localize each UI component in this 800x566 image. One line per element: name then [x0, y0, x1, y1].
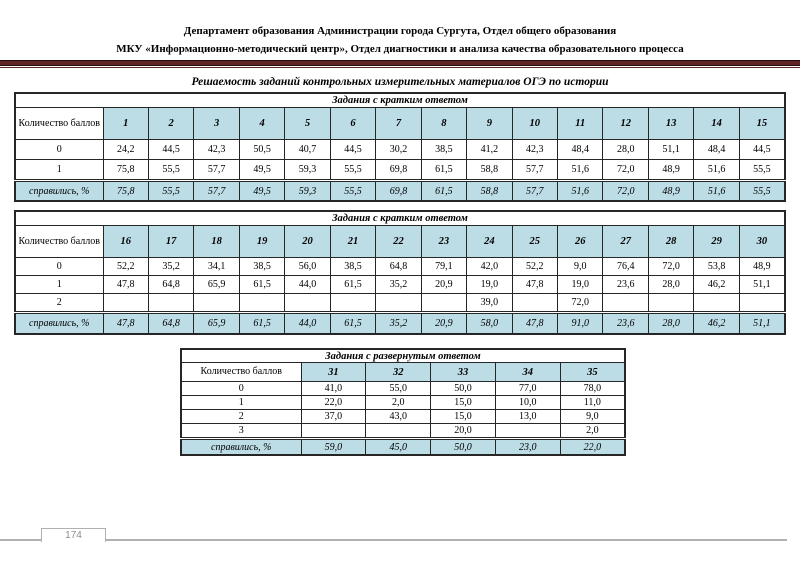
score-value-cell: 41,0 — [301, 382, 366, 396]
task-number-header: 19 — [239, 226, 284, 258]
task-number-header: 25 — [512, 226, 557, 258]
score-value-cell: 57,7 — [194, 160, 239, 181]
score-value-cell: 28,0 — [603, 140, 648, 160]
task-number-header: 26 — [558, 226, 603, 258]
score-value-cell: 55,5 — [739, 160, 785, 181]
score-value-cell: 57,7 — [512, 160, 557, 181]
task-number-header: 24 — [467, 226, 512, 258]
score-value-cell — [694, 294, 739, 313]
score-value-cell: 79,1 — [421, 258, 466, 276]
summary-value-cell: 49,5 — [239, 181, 284, 202]
summary-value-cell: 23,0 — [495, 439, 560, 456]
task-number-header: 15 — [739, 108, 785, 140]
summary-label: справились, % — [181, 439, 301, 456]
summary-row — [15, 313, 785, 335]
extended-answer-table-31-35 — [180, 348, 626, 456]
score-value-cell: 47,8 — [103, 276, 148, 294]
accent-rule-thin-bar — [0, 67, 800, 68]
score-value-cell: 44,0 — [285, 276, 330, 294]
accent-rule-thick-bar — [0, 60, 800, 66]
task-number-header: 31 — [301, 363, 366, 382]
task-number-header: 17 — [148, 226, 193, 258]
score-row-label: 2 — [181, 410, 301, 424]
score-value-cell: 23,6 — [603, 276, 648, 294]
score-value-cell: 20,9 — [421, 276, 466, 294]
score-row — [15, 276, 785, 294]
task-number-header: 35 — [560, 363, 625, 382]
score-value-cell: 38,5 — [421, 140, 466, 160]
score-value-cell: 44,5 — [739, 140, 785, 160]
score-row-label: 1 — [181, 396, 301, 410]
score-value-cell: 15,0 — [431, 410, 496, 424]
score-value-cell: 9,0 — [560, 410, 625, 424]
score-count-label: Количество баллов — [15, 108, 103, 140]
task-number-header: 13 — [648, 108, 693, 140]
score-value-cell: 42,0 — [467, 258, 512, 276]
document-header — [0, 22, 800, 58]
score-row — [181, 396, 625, 410]
summary-value-cell: 51,1 — [739, 313, 785, 335]
score-value-cell: 56,0 — [285, 258, 330, 276]
score-value-cell: 42,3 — [512, 140, 557, 160]
summary-value-cell: 51,6 — [694, 181, 739, 202]
score-value-cell: 48,9 — [648, 160, 693, 181]
summary-value-cell: 75,8 — [103, 181, 148, 202]
score-value-cell: 48,9 — [739, 258, 785, 276]
summary-value-cell: 28,0 — [648, 313, 693, 335]
score-value-cell: 64,8 — [148, 276, 193, 294]
task-number-header: 8 — [421, 108, 466, 140]
score-value-cell: 19,0 — [558, 276, 603, 294]
score-value-cell: 61,5 — [330, 276, 375, 294]
score-value-cell: 40,7 — [285, 140, 330, 160]
section-title: Задания с кратким ответом — [15, 211, 785, 226]
score-value-cell: 59,3 — [285, 160, 330, 181]
task-number-header: 34 — [495, 363, 560, 382]
score-value-cell: 11,0 — [560, 396, 625, 410]
summary-value-cell: 48,9 — [648, 181, 693, 202]
score-value-cell: 44,5 — [148, 140, 193, 160]
task-number-header: 6 — [330, 108, 375, 140]
short-answer-table-1-15 — [14, 92, 786, 202]
summary-row — [15, 181, 785, 202]
document-header-line1: Департамент образования Администрации города Сургута, Отдел общего образования — [183, 25, 617, 37]
summary-value-cell: 20,9 — [421, 313, 466, 335]
score-value-cell: 52,2 — [512, 258, 557, 276]
section-title: Задания с кратким ответом — [15, 93, 785, 108]
section-title-row — [181, 349, 625, 363]
score-value-cell — [603, 294, 648, 313]
column-header-row — [15, 226, 785, 258]
score-row-label: 0 — [181, 382, 301, 396]
footer-divider — [0, 539, 787, 541]
score-value-cell — [239, 294, 284, 313]
score-value-cell: 22,0 — [301, 396, 366, 410]
short-answer-table-16-30 — [14, 210, 786, 335]
score-value-cell: 53,8 — [694, 258, 739, 276]
summary-value-cell: 23,6 — [603, 313, 648, 335]
score-value-cell: 78,0 — [560, 382, 625, 396]
score-value-cell: 47,8 — [512, 276, 557, 294]
score-value-cell: 61,5 — [239, 276, 284, 294]
summary-value-cell: 61,5 — [239, 313, 284, 335]
score-value-cell: 51,1 — [648, 140, 693, 160]
score-value-cell: 65,9 — [194, 276, 239, 294]
task-number-header: 9 — [467, 108, 512, 140]
document-header-line2: МКУ «Информационно-методический центр», Отдел диагностики и анализа качества образовательного процесса — [116, 43, 684, 55]
score-value-cell: 38,5 — [330, 258, 375, 276]
score-value-cell: 20,0 — [431, 424, 496, 439]
summary-value-cell: 47,8 — [103, 313, 148, 335]
summary-value-cell: 44,0 — [285, 313, 330, 335]
score-value-cell: 55,5 — [330, 160, 375, 181]
summary-value-cell: 57,7 — [194, 181, 239, 202]
score-row-label: 2 — [15, 294, 103, 313]
score-row-label: 0 — [15, 140, 103, 160]
score-value-cell: 9,0 — [558, 258, 603, 276]
score-value-cell: 75,8 — [103, 160, 148, 181]
score-value-cell: 69,8 — [376, 160, 421, 181]
score-value-cell: 72,0 — [558, 294, 603, 313]
score-value-cell: 72,0 — [603, 160, 648, 181]
score-value-cell: 37,0 — [301, 410, 366, 424]
score-row — [15, 140, 785, 160]
score-value-cell — [301, 424, 366, 439]
summary-value-cell: 55,5 — [330, 181, 375, 202]
score-value-cell: 52,2 — [103, 258, 148, 276]
score-value-cell: 19,0 — [467, 276, 512, 294]
summary-value-cell: 50,0 — [431, 439, 496, 456]
summary-label: справились, % — [15, 313, 103, 335]
score-value-cell — [148, 294, 193, 313]
summary-value-cell: 35,2 — [376, 313, 421, 335]
task-number-header: 11 — [558, 108, 603, 140]
section-title-row — [15, 211, 785, 226]
score-value-cell: 35,2 — [148, 258, 193, 276]
score-value-cell: 61,5 — [421, 160, 466, 181]
column-header-row — [181, 363, 625, 382]
score-value-cell — [103, 294, 148, 313]
score-value-cell: 43,0 — [366, 410, 431, 424]
score-value-cell — [376, 294, 421, 313]
task-number-header: 7 — [376, 108, 421, 140]
summary-value-cell: 64,8 — [148, 313, 193, 335]
summary-value-cell: 72,0 — [603, 181, 648, 202]
task-number-header: 27 — [603, 226, 648, 258]
score-value-cell — [366, 424, 431, 439]
score-value-cell: 2,0 — [560, 424, 625, 439]
summary-value-cell: 59,3 — [285, 181, 330, 202]
score-value-cell: 77,0 — [495, 382, 560, 396]
summary-value-cell: 22,0 — [560, 439, 625, 456]
score-value-cell: 13,0 — [495, 410, 560, 424]
task-number-header: 18 — [194, 226, 239, 258]
score-value-cell: 55,0 — [366, 382, 431, 396]
score-value-cell: 42,3 — [194, 140, 239, 160]
summary-value-cell: 55,5 — [739, 181, 785, 202]
score-row — [181, 424, 625, 439]
score-value-cell: 35,2 — [376, 276, 421, 294]
score-value-cell: 50,5 — [239, 140, 284, 160]
section-title-row — [15, 93, 785, 108]
score-value-cell: 44,5 — [330, 140, 375, 160]
summary-value-cell: 46,2 — [694, 313, 739, 335]
summary-value-cell: 47,8 — [512, 313, 557, 335]
score-value-cell: 15,0 — [431, 396, 496, 410]
summary-value-cell: 55,5 — [148, 181, 193, 202]
score-value-cell: 2,0 — [366, 396, 431, 410]
task-number-header: 5 — [285, 108, 330, 140]
score-value-cell — [421, 294, 466, 313]
summary-value-cell: 57,7 — [512, 181, 557, 202]
task-number-header: 30 — [739, 226, 785, 258]
section-title: Задания с развернутым ответом — [181, 349, 625, 363]
task-number-header: 32 — [366, 363, 431, 382]
task-number-header: 4 — [239, 108, 284, 140]
summary-value-cell: 61,5 — [421, 181, 466, 202]
page-number: 174 — [65, 530, 82, 541]
score-value-cell: 72,0 — [648, 258, 693, 276]
score-row — [181, 410, 625, 424]
page-number-tab — [41, 528, 106, 542]
task-number-header: 22 — [376, 226, 421, 258]
summary-label: справились, % — [15, 181, 103, 202]
score-value-cell — [285, 294, 330, 313]
summary-value-cell: 51,6 — [558, 181, 603, 202]
summary-value-cell: 69,8 — [376, 181, 421, 202]
column-header-row — [15, 108, 785, 140]
score-value-cell — [194, 294, 239, 313]
score-value-cell: 38,5 — [239, 258, 284, 276]
task-number-header: 10 — [512, 108, 557, 140]
score-value-cell: 24,2 — [103, 140, 148, 160]
summary-value-cell: 61,5 — [330, 313, 375, 335]
score-value-cell: 49,5 — [239, 160, 284, 181]
task-number-header: 14 — [694, 108, 739, 140]
score-value-cell: 30,2 — [376, 140, 421, 160]
task-number-header: 16 — [103, 226, 148, 258]
score-value-cell: 46,2 — [694, 276, 739, 294]
score-value-cell: 51,6 — [694, 160, 739, 181]
score-value-cell: 10,0 — [495, 396, 560, 410]
score-value-cell: 64,8 — [376, 258, 421, 276]
summary-value-cell: 58,8 — [467, 181, 512, 202]
score-value-cell: 51,6 — [558, 160, 603, 181]
score-value-cell — [495, 424, 560, 439]
score-row — [15, 294, 785, 313]
score-value-cell: 39,0 — [467, 294, 512, 313]
score-row-label: 1 — [15, 160, 103, 181]
score-value-cell — [512, 294, 557, 313]
summary-value-cell: 58,0 — [467, 313, 512, 335]
score-value-cell — [330, 294, 375, 313]
score-count-label: Количество баллов — [181, 363, 301, 382]
task-number-header: 21 — [330, 226, 375, 258]
score-row-label: 0 — [15, 258, 103, 276]
task-number-header: 29 — [694, 226, 739, 258]
score-row — [15, 160, 785, 181]
score-value-cell: 76,4 — [603, 258, 648, 276]
score-value-cell: 58,8 — [467, 160, 512, 181]
score-value-cell: 48,4 — [558, 140, 603, 160]
score-row — [181, 382, 625, 396]
summary-value-cell: 91,0 — [558, 313, 603, 335]
task-number-header: 12 — [603, 108, 648, 140]
task-number-header: 2 — [148, 108, 193, 140]
accent-rule — [0, 60, 800, 68]
score-value-cell: 50,0 — [431, 382, 496, 396]
score-value-cell: 28,0 — [648, 276, 693, 294]
summary-value-cell: 59,0 — [301, 439, 366, 456]
task-number-header: 28 — [648, 226, 693, 258]
score-count-label: Количество баллов — [15, 226, 103, 258]
summary-row — [181, 439, 625, 456]
report-title: Решаемость заданий контрольных измерительных материалов ОГЭ по истории — [191, 76, 609, 88]
score-value-cell — [648, 294, 693, 313]
score-row — [15, 258, 785, 276]
task-number-header: 23 — [421, 226, 466, 258]
score-value-cell — [739, 294, 785, 313]
score-value-cell: 34,1 — [194, 258, 239, 276]
task-number-header: 20 — [285, 226, 330, 258]
score-value-cell: 41,2 — [467, 140, 512, 160]
task-number-header: 33 — [431, 363, 496, 382]
score-row-label: 3 — [181, 424, 301, 439]
score-value-cell: 55,5 — [148, 160, 193, 181]
score-value-cell: 51,1 — [739, 276, 785, 294]
score-value-cell: 48,4 — [694, 140, 739, 160]
summary-value-cell: 45,0 — [366, 439, 431, 456]
task-number-header: 1 — [103, 108, 148, 140]
score-row-label: 1 — [15, 276, 103, 294]
summary-value-cell: 65,9 — [194, 313, 239, 335]
task-number-header: 3 — [194, 108, 239, 140]
